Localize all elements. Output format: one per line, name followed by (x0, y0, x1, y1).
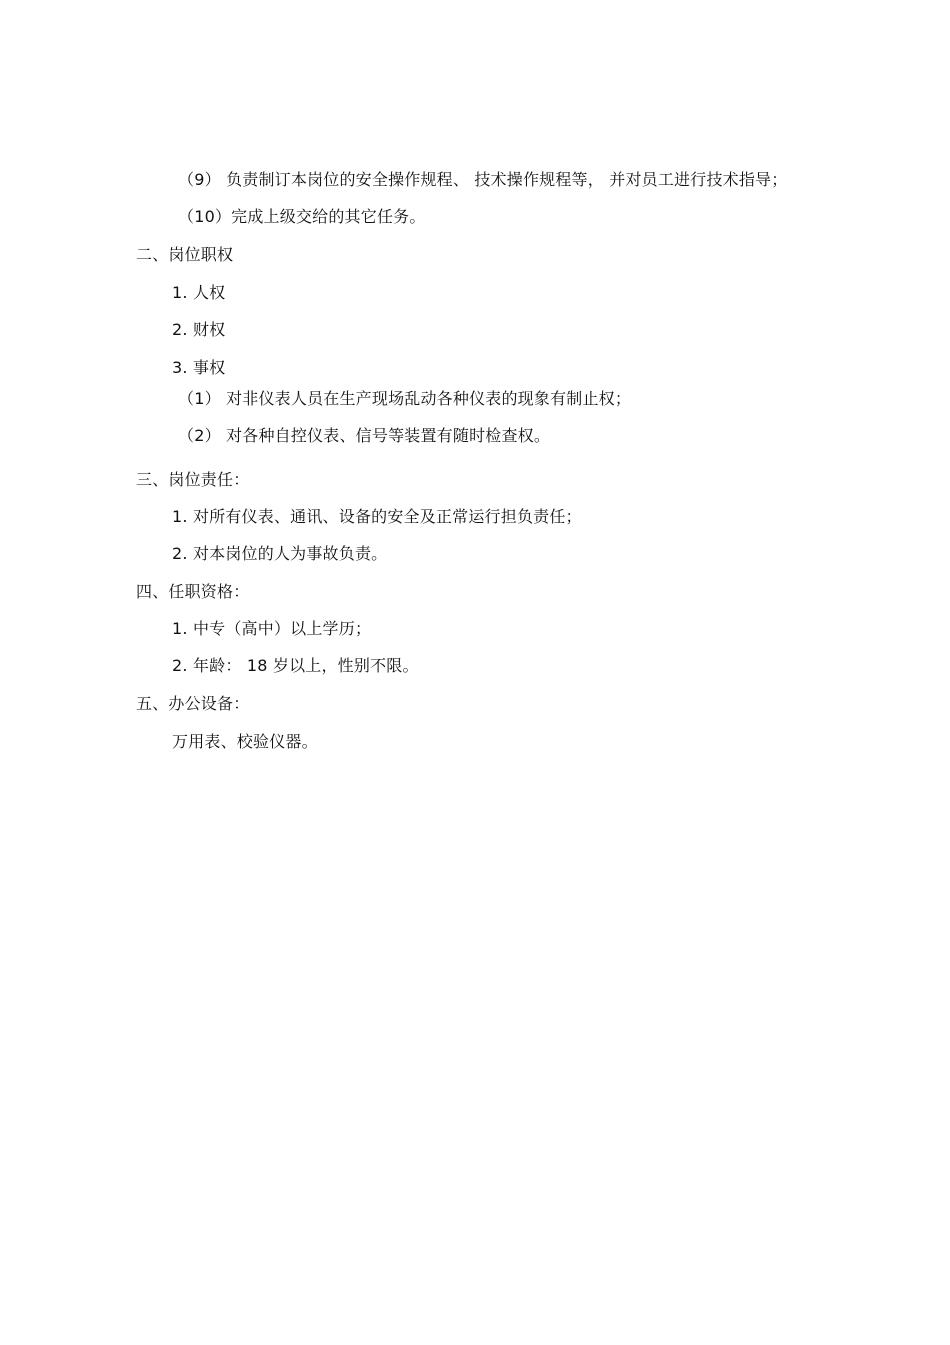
duty-item-9: （9） 负责制订本岗位的安全操作规程、 技术操作规程等， 并对员工进行技术指导； (178, 170, 788, 189)
authority-item-personnel: 1. 人权 (172, 283, 226, 302)
section-heading-equipment: 五、办公设备： (136, 694, 250, 713)
authority-subitem-2: （2） 对各种自控仪表、信号等装置有随时检查权。 (178, 426, 551, 445)
responsibility-item-1: 1. 对所有仪表、通讯、设备的安全及正常运行担负责任； (172, 507, 582, 526)
responsibility-item-2: 2. 对本岗位的人为事故负责。 (172, 544, 388, 563)
section-heading-qualifications: 四、任职资格： (136, 582, 250, 601)
duty-item-10: （10）完成上级交给的其它任务。 (178, 207, 426, 226)
section-heading-authority: 二、岗位职权 (136, 245, 234, 264)
equipment-list: 万用表、校验仪器。 (172, 732, 318, 751)
authority-subitem-1: （1） 对非仪表人员在生产现场乱动各种仪表的现象有制止权； (178, 389, 632, 408)
authority-item-finance: 2. 财权 (172, 320, 226, 339)
qualification-item-2: 2. 年龄： 18 岁以上，性别不限。 (172, 656, 419, 675)
authority-item-affairs: 3. 事权 (172, 358, 226, 377)
section-heading-responsibility: 三、岗位责任： (136, 470, 250, 489)
qualification-item-1: 1. 中专（高中）以上学历； (172, 619, 372, 638)
